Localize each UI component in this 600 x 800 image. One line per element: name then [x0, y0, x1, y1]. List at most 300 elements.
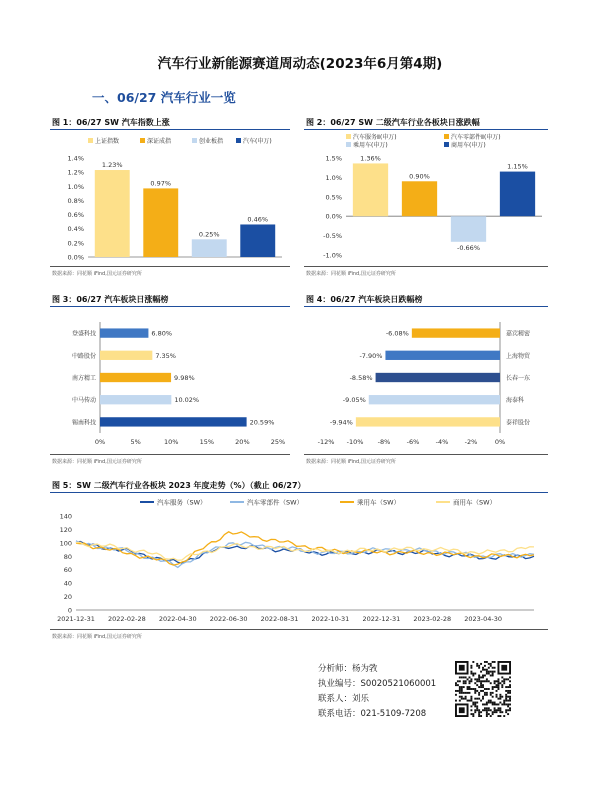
- fig4-xtick: 0%: [494, 438, 506, 446]
- fig3-source: 数据来源：同花顺 iFind,国元证券研究所: [52, 459, 142, 465]
- qr-module: [484, 688, 486, 690]
- fig2-ytick: -0.5%: [323, 232, 342, 241]
- qr-module: [490, 692, 492, 694]
- qr-module: [507, 678, 509, 680]
- fig2-data-label: -0.66%: [457, 243, 480, 252]
- fig3-data-label: 7.35%: [155, 351, 176, 360]
- qr-module: [480, 676, 482, 678]
- qr-module: [496, 690, 498, 692]
- qr-module: [467, 688, 469, 690]
- qr-module: [461, 686, 463, 688]
- fig5-xtick: 2023-02-28: [413, 615, 452, 623]
- qr-module: [490, 694, 492, 696]
- fig2-legend-swatch: [346, 134, 351, 139]
- qr-module: [470, 678, 472, 680]
- qr-module: [486, 671, 488, 673]
- qr-module: [509, 680, 511, 682]
- analyst-license-row: [318, 677, 436, 689]
- qr-finder-core: [501, 665, 507, 671]
- qr-module: [461, 698, 463, 700]
- qr-module: [486, 678, 488, 680]
- qr-module: [457, 684, 459, 686]
- fig4-data-label: -8.58%: [349, 374, 373, 382]
- fig4-data-label: -6.08%: [385, 329, 409, 338]
- qr-module: [492, 667, 494, 669]
- qr-module: [470, 696, 472, 698]
- fig1-legend-label: 汽车(申万): [243, 138, 272, 145]
- fig2-legend-label: 汽车零部件Ⅱ(申万): [451, 134, 501, 141]
- fig1-legend-swatch: [88, 138, 93, 143]
- qr-module: [478, 665, 480, 667]
- fig5-source: 数据来源：同花顺 iFind,国元证券研究所: [52, 634, 142, 640]
- qr-module: [503, 680, 505, 682]
- document-title: 汽车行业新能源赛道周动态(2023年6月第4期): [157, 56, 443, 72]
- fig1-bar: [192, 239, 227, 257]
- fig4-source: 数据来源：同花顺 iFind,国元证券研究所: [306, 459, 396, 465]
- qr-module: [484, 692, 486, 694]
- fig5-legend-label: 汽车服务（SW）: [157, 498, 207, 507]
- qr-module: [463, 692, 465, 694]
- qr-module: [497, 682, 499, 684]
- qr-module: [459, 696, 461, 698]
- qr-module: [478, 698, 480, 700]
- qr-module: [463, 680, 465, 682]
- qr-module: [494, 661, 496, 663]
- qr-module: [509, 684, 511, 686]
- qr-module: [463, 682, 465, 684]
- qr-module: [457, 690, 459, 692]
- qr-module: [497, 678, 499, 680]
- qr-module: [480, 686, 482, 688]
- qr-module: [474, 682, 476, 684]
- fig5-xtick: 2021-12-31: [57, 615, 95, 623]
- qr-module: [470, 713, 472, 715]
- fig3-xtick: 15%: [199, 438, 215, 446]
- qr-module: [494, 667, 496, 669]
- qr-module: [497, 684, 499, 686]
- qr-module: [496, 694, 498, 696]
- qr-module: [461, 690, 463, 692]
- qr-module: [472, 661, 474, 663]
- qr-module: [470, 705, 472, 707]
- fig5-legend-label: 乘用车（SW）: [357, 498, 401, 507]
- fig1-ytick: 0.6%: [67, 211, 84, 220]
- fig4-xtick: -8%: [377, 438, 391, 446]
- qr-module: [488, 663, 490, 665]
- fig1-data-label: 0.25%: [198, 230, 220, 239]
- qr-module: [497, 698, 499, 700]
- qr-module: [501, 703, 503, 705]
- qr-module: [463, 676, 465, 678]
- fig4-xtick: -12%: [317, 438, 335, 446]
- fig2-ytick: -1.0%: [323, 251, 342, 260]
- analyst-license: S0020521060001: [360, 679, 437, 689]
- qr-module: [488, 667, 490, 669]
- qr-module: [480, 663, 482, 665]
- fig5-xtick: 2023-04-30: [464, 615, 503, 623]
- qr-module: [474, 698, 476, 700]
- analyst-contact: 刘乐: [352, 694, 370, 704]
- fig1-chart: [50, 131, 290, 263]
- qr-module: [507, 696, 509, 698]
- qr-module: [499, 694, 501, 696]
- qr-module: [461, 676, 463, 678]
- qr-module: [509, 703, 511, 705]
- qr-module: [507, 705, 509, 707]
- fig5-xtick: 2022-04-30: [158, 615, 197, 623]
- qr-module: [486, 694, 488, 696]
- fig5-xtick: 2022-06-30: [209, 615, 248, 623]
- qr-module: [480, 715, 482, 717]
- qr-module: [509, 700, 511, 702]
- qr-module: [494, 680, 496, 682]
- qr-module: [488, 688, 490, 690]
- qr-module: [478, 715, 480, 717]
- fig4-xtick: -4%: [435, 438, 449, 446]
- qr-code-icon[interactable]: [455, 661, 511, 717]
- qr-module: [497, 709, 499, 711]
- qr-module: [472, 702, 474, 704]
- fig2-legend-label: 商用车(申万): [451, 142, 486, 149]
- qr-module: [505, 686, 507, 688]
- fig4-xtick: -2%: [464, 438, 478, 446]
- fig4-category-label: 泰祥股份: [506, 419, 531, 427]
- qr-module: [474, 711, 476, 713]
- qr-module: [469, 686, 471, 688]
- qr-module: [490, 709, 492, 711]
- fig2-ytick: 0.5%: [325, 193, 342, 202]
- qr-module: [486, 709, 488, 711]
- qr-module: [499, 711, 501, 713]
- qr-module: [490, 702, 492, 704]
- qr-module: [476, 680, 478, 682]
- analyst-phone-label: 联系电话：: [318, 709, 361, 719]
- qr-module: [492, 692, 494, 694]
- fig5-chart: [50, 494, 548, 626]
- fig5-series-line: [76, 532, 534, 565]
- qr-module: [467, 700, 469, 702]
- qr-module: [465, 696, 467, 698]
- qr-module: [469, 692, 471, 694]
- qr-module: [474, 703, 476, 705]
- qr-module: [496, 709, 498, 711]
- qr-module: [503, 703, 505, 705]
- qr-module: [501, 696, 503, 698]
- qr-module: [488, 671, 490, 673]
- qr-module: [457, 680, 459, 682]
- fig4-category-label: 上海物贸: [506, 352, 531, 360]
- fig3-bar: [100, 373, 171, 382]
- qr-module: [505, 703, 507, 705]
- qr-module: [488, 709, 490, 711]
- analyst-contact-row: [318, 692, 369, 704]
- qr-module: [472, 713, 474, 715]
- section-title: 一、06/27 汽车行业一览: [92, 90, 236, 105]
- qr-module: [492, 713, 494, 715]
- fig5-series-line: [76, 541, 534, 568]
- qr-module: [474, 673, 476, 675]
- qr-module: [478, 711, 480, 713]
- qr-module: [490, 682, 492, 684]
- fig3-title: 图 3：06/27 汽车板块日涨幅榜: [52, 295, 169, 304]
- qr-module: [486, 713, 488, 715]
- analyst-phone: 021-5109-7208: [360, 709, 427, 719]
- qr-module: [484, 703, 486, 705]
- qr-module: [476, 665, 478, 667]
- qr-module: [484, 680, 486, 682]
- qr-module: [499, 696, 501, 698]
- qr-module: [484, 661, 486, 663]
- qr-module: [478, 713, 480, 715]
- fig5-bottom-rule: [50, 629, 548, 630]
- fig4-xtick: -6%: [406, 438, 420, 446]
- qr-module: [496, 686, 498, 688]
- qr-module: [497, 707, 499, 709]
- fig3-xtick: 0%: [94, 438, 106, 446]
- qr-module: [470, 671, 472, 673]
- qr-module: [484, 694, 486, 696]
- qr-module: [470, 680, 472, 682]
- qr-module: [480, 690, 482, 692]
- qr-module: [482, 696, 484, 698]
- qr-module: [505, 711, 507, 713]
- qr-module: [482, 698, 484, 700]
- fig3-category-label: 锡南科技: [71, 419, 96, 427]
- qr-module: [480, 680, 482, 682]
- fig4-data-label: -7.90%: [359, 351, 383, 360]
- qr-module: [490, 700, 492, 702]
- qr-module: [476, 690, 478, 692]
- fig5-xtick: 2022-12-31: [362, 615, 401, 623]
- qr-module: [469, 688, 471, 690]
- qr-module: [509, 698, 511, 700]
- qr-module: [499, 707, 501, 709]
- fig4-chart: [304, 308, 548, 452]
- qr-module: [509, 692, 511, 694]
- qr-module: [488, 673, 490, 675]
- qr-module: [501, 711, 503, 713]
- qr-module: [459, 688, 461, 690]
- fig3-category-label: 中路股份: [71, 352, 96, 360]
- fig1-source: 数据来源：同花顺 iFind,国元证券研究所: [52, 271, 142, 277]
- qr-module: [509, 690, 511, 692]
- qr-module: [478, 676, 480, 678]
- qr-module: [476, 684, 478, 686]
- qr-module: [470, 667, 472, 669]
- qr-module: [507, 692, 509, 694]
- fig5-ytick: 140: [59, 512, 72, 521]
- qr-module: [490, 715, 492, 717]
- qr-module: [509, 709, 511, 711]
- qr-module: [501, 684, 503, 686]
- qr-module: [482, 684, 484, 686]
- qr-module: [486, 715, 488, 717]
- qr-module: [484, 709, 486, 711]
- fig3-bottom-rule: [50, 454, 290, 455]
- fig1-data-label: 1.23%: [101, 161, 123, 170]
- qr-module: [492, 675, 494, 677]
- qr-module: [494, 686, 496, 688]
- qr-module: [486, 707, 488, 709]
- qr-module: [463, 698, 465, 700]
- qr-module: [501, 680, 503, 682]
- qr-module: [470, 673, 472, 675]
- qr-finder-core: [459, 707, 465, 713]
- fig2-data-label: 0.90%: [409, 172, 430, 181]
- qr-module: [465, 692, 467, 694]
- qr-module: [478, 694, 480, 696]
- qr-module: [463, 686, 465, 688]
- qr-module: [484, 665, 486, 667]
- qr-module: [476, 663, 478, 665]
- analyst-name: 杨为敩: [352, 664, 378, 674]
- qr-module: [496, 680, 498, 682]
- qr-module: [507, 690, 509, 692]
- qr-module: [474, 690, 476, 692]
- fig1-bottom-rule: [50, 266, 290, 267]
- qr-module: [488, 707, 490, 709]
- qr-module: [507, 700, 509, 702]
- qr-module: [492, 711, 494, 713]
- qr-module: [459, 700, 461, 702]
- fig4-bar: [356, 417, 500, 426]
- qr-module: [461, 692, 463, 694]
- qr-module: [499, 682, 501, 684]
- qr-module: [496, 703, 498, 705]
- fig2-title: 图 2：06/27 SW 二级汽车行业各板块日涨跌幅: [306, 118, 480, 127]
- qr-module: [497, 688, 499, 690]
- fig4-bottom-rule: [304, 454, 548, 455]
- fig3-xtick: 5%: [130, 438, 141, 446]
- qr-module: [472, 715, 474, 717]
- qr-module: [492, 696, 494, 698]
- qr-module: [503, 700, 505, 702]
- fig3-xtick: 20%: [235, 438, 250, 446]
- qr-module: [461, 696, 463, 698]
- qr-module: [509, 696, 511, 698]
- fig2-data-label: 1.15%: [507, 162, 528, 171]
- qr-module: [459, 680, 461, 682]
- qr-module: [469, 682, 471, 684]
- qr-module: [465, 676, 467, 678]
- fig1-ytick: 1.0%: [67, 182, 84, 191]
- fig1-data-label: 0.97%: [150, 179, 172, 188]
- qr-module: [494, 682, 496, 684]
- qr-module: [509, 707, 511, 709]
- qr-module: [505, 700, 507, 702]
- qr-module: [501, 686, 503, 688]
- qr-module: [505, 690, 507, 692]
- qr-module: [467, 692, 469, 694]
- analyst-name-row: [318, 662, 378, 674]
- fig2-bar: [353, 163, 388, 216]
- qr-module: [474, 678, 476, 680]
- qr-module: [492, 702, 494, 704]
- qr-module: [494, 709, 496, 711]
- fig1-ytick: 0.0%: [67, 253, 84, 262]
- qr-module: [476, 707, 478, 709]
- qr-module: [486, 688, 488, 690]
- qr-module: [474, 688, 476, 690]
- qr-module: [503, 682, 505, 684]
- fig2-data-label: 1.36%: [360, 154, 381, 163]
- fig3-category-label: 登盛科技: [71, 330, 96, 338]
- fig3-xtick: 25%: [270, 438, 286, 446]
- qr-module: [494, 671, 496, 673]
- fig5-ytick: 40: [63, 579, 72, 588]
- qr-module: [488, 702, 490, 704]
- qr-module: [459, 692, 461, 694]
- qr-module: [486, 680, 488, 682]
- qr-module: [482, 680, 484, 682]
- fig4-data-label: -9.94%: [329, 418, 353, 427]
- qr-module: [482, 669, 484, 671]
- fig5-legend-label: 商用车（SW）: [453, 498, 497, 507]
- fig1-legend-swatch: [192, 138, 197, 143]
- fig2-bar: [451, 216, 486, 242]
- qr-module: [505, 696, 507, 698]
- qr-module: [472, 703, 474, 705]
- qr-module: [470, 665, 472, 667]
- fig5-ytick: 20: [63, 593, 72, 602]
- qr-module: [455, 694, 457, 696]
- qr-module: [472, 675, 474, 677]
- fig1-ytick: 1.2%: [67, 168, 84, 177]
- qr-module: [465, 680, 467, 682]
- qr-module: [494, 703, 496, 705]
- qr-module: [486, 692, 488, 694]
- qr-module: [490, 671, 492, 673]
- fig4-category-label: 海泰科: [506, 397, 525, 405]
- qr-module: [476, 702, 478, 704]
- fig5-legend-label: 汽车零部件（SW）: [247, 498, 304, 507]
- qr-module: [497, 680, 499, 682]
- fig1-ytick: 0.4%: [67, 225, 84, 234]
- qr-module: [507, 686, 509, 688]
- qr-module: [486, 702, 488, 704]
- fig4-rule: [304, 306, 548, 307]
- fig4-category-label: 长春一东: [506, 375, 531, 382]
- fig5-ytick: 100: [59, 539, 72, 548]
- fig2-ytick: 0.0%: [325, 212, 342, 221]
- qr-module: [486, 661, 488, 663]
- fig4-bar: [412, 328, 500, 337]
- fig1-legend-label: 深证成指: [147, 138, 172, 145]
- fig3-data-label: 10.02%: [174, 396, 200, 405]
- qr-module: [482, 675, 484, 677]
- qr-module: [480, 711, 482, 713]
- qr-module: [478, 709, 480, 711]
- fig1-data-label: 0.46%: [247, 215, 269, 224]
- qr-module: [488, 680, 490, 682]
- qr-module: [505, 694, 507, 696]
- analyst-contact-label: 联系人：: [318, 694, 353, 704]
- qr-module: [474, 705, 476, 707]
- qr-module: [476, 698, 478, 700]
- fig5-ytick: 60: [63, 566, 72, 575]
- qr-module: [505, 678, 507, 680]
- qr-module: [469, 676, 471, 678]
- qr-module: [478, 678, 480, 680]
- fig4-bar: [385, 351, 500, 360]
- qr-module: [470, 688, 472, 690]
- qr-module: [499, 715, 501, 717]
- qr-module: [461, 688, 463, 690]
- fig2-legend-swatch: [444, 134, 449, 139]
- qr-module: [470, 709, 472, 711]
- qr-module: [469, 680, 471, 682]
- qr-module: [482, 686, 484, 688]
